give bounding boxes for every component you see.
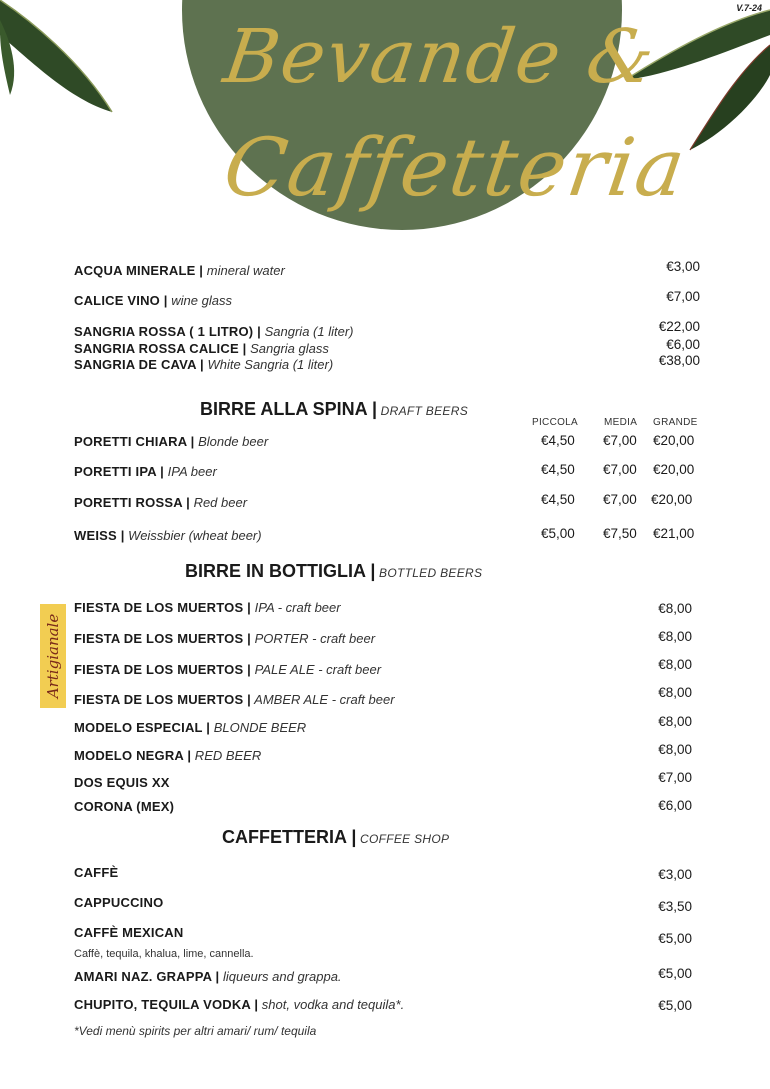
menu-item: PORETTI IPA | IPA beer — [74, 464, 217, 479]
menu-item: CALICE VINO | wine glass — [74, 293, 232, 308]
menu-item: AMARI NAZ. GRAPPA | liqueurs and grappa. — [74, 969, 342, 984]
menu-item: FIESTA DE LOS MUERTOS | IPA - craft beer — [74, 600, 341, 615]
footnote: *Vedi menù spirits per altri amari/ rum/ tequila — [74, 1024, 317, 1038]
column-header-medium: MEDIA — [604, 417, 638, 428]
item-price: €5,00 — [658, 998, 692, 1013]
item-price: €8,00 — [658, 601, 692, 616]
item-price: €6,00 — [666, 337, 700, 352]
menu-item: WEISS | Weissbier (wheat beer) — [74, 528, 262, 543]
item-price: €38,00 — [658, 353, 700, 368]
item-price: €3,00 — [666, 259, 700, 274]
leaf-left-decoration — [0, 0, 130, 130]
menu-item: CAFFÈ — [74, 865, 119, 880]
menu-item: DOS EQUIS XX — [74, 775, 170, 790]
price-small: €4,50 — [541, 433, 575, 448]
menu-item: SANGRIA ROSSA CALICE | Sangria glass — [74, 341, 329, 356]
menu-item: FIESTA DE LOS MUERTOS | PORTER - craft beer — [74, 631, 376, 646]
artigianale-badge: Artigianale — [40, 604, 66, 708]
menu-item: CHUPITO, TEQUILA VODKA | shot, vodka and tequila*. — [74, 997, 405, 1012]
version-label: V.7-24 — [736, 3, 762, 13]
item-description: Caffè, tequila, khalua, lime, cannella. — [74, 948, 254, 960]
price-large: €20,00 — [651, 492, 693, 507]
item-price: €8,00 — [658, 714, 692, 729]
item-price: €22,00 — [658, 319, 700, 334]
menu-item: PORETTI CHIARA | Blonde beer — [74, 434, 269, 449]
section-title-draft-beers: BIRRE ALLA SPINA | DRAFT BEERS — [200, 399, 468, 419]
item-price: €5,00 — [658, 966, 692, 981]
price-large: €20,00 — [653, 433, 695, 448]
price-small: €4,50 — [541, 462, 575, 477]
item-price: €3,50 — [658, 899, 692, 914]
section-title-bottled-beers: BIRRE IN BOTTIGLIA | BOTTLED BEERS — [185, 561, 483, 581]
item-price: €8,00 — [658, 629, 692, 644]
menu-item: SANGRIA DE CAVA | White Sangria (1 liter) — [74, 357, 334, 372]
item-price: €8,00 — [658, 742, 692, 757]
menu-item: PORETTI ROSSA | Red beer — [74, 495, 248, 510]
price-medium: €7,50 — [603, 526, 637, 541]
menu-item: ACQUA MINERALE | mineral water — [74, 263, 285, 278]
item-price: €6,00 — [658, 798, 692, 813]
menu-item: FIESTA DE LOS MUERTOS | PALE ALE - craft beer — [74, 662, 382, 677]
price-small: €5,00 — [541, 526, 575, 541]
price-large: €21,00 — [653, 526, 695, 541]
menu-item: CAPPUCCINO — [74, 895, 164, 910]
page-title-line1: Bevande & — [218, 14, 662, 100]
menu-item: MODELO ESPECIAL | BLONDE BEER — [74, 720, 307, 735]
column-header-large: GRANDE — [653, 417, 698, 428]
price-medium: €7,00 — [603, 462, 637, 477]
price-large: €20,00 — [653, 462, 695, 477]
price-medium: €7,00 — [603, 492, 637, 507]
menu-item: MODELO NEGRA | RED BEER — [74, 748, 262, 763]
item-price: €5,00 — [658, 931, 692, 946]
price-medium: €7,00 — [603, 433, 637, 448]
menu-item: CAFFÈ MEXICAN — [74, 925, 184, 940]
item-price: €3,00 — [658, 867, 692, 882]
price-small: €4,50 — [541, 492, 575, 507]
page-title-line2: Caffetteria — [218, 121, 693, 214]
column-header-small: PICCOLA — [532, 417, 579, 428]
item-price: €7,00 — [658, 770, 692, 785]
menu-item: FIESTA DE LOS MUERTOS | AMBER ALE - craft beer — [74, 692, 395, 707]
item-price: €8,00 — [658, 657, 692, 672]
menu-item: CORONA (MEX) — [74, 799, 175, 814]
item-price: €7,00 — [666, 289, 700, 304]
menu-item: SANGRIA ROSSA ( 1 LITRO) | Sangria (1 liter) — [74, 324, 354, 339]
section-title-coffee: CAFFETTERIA | COFFEE SHOP — [222, 827, 450, 847]
item-price: €8,00 — [658, 685, 692, 700]
